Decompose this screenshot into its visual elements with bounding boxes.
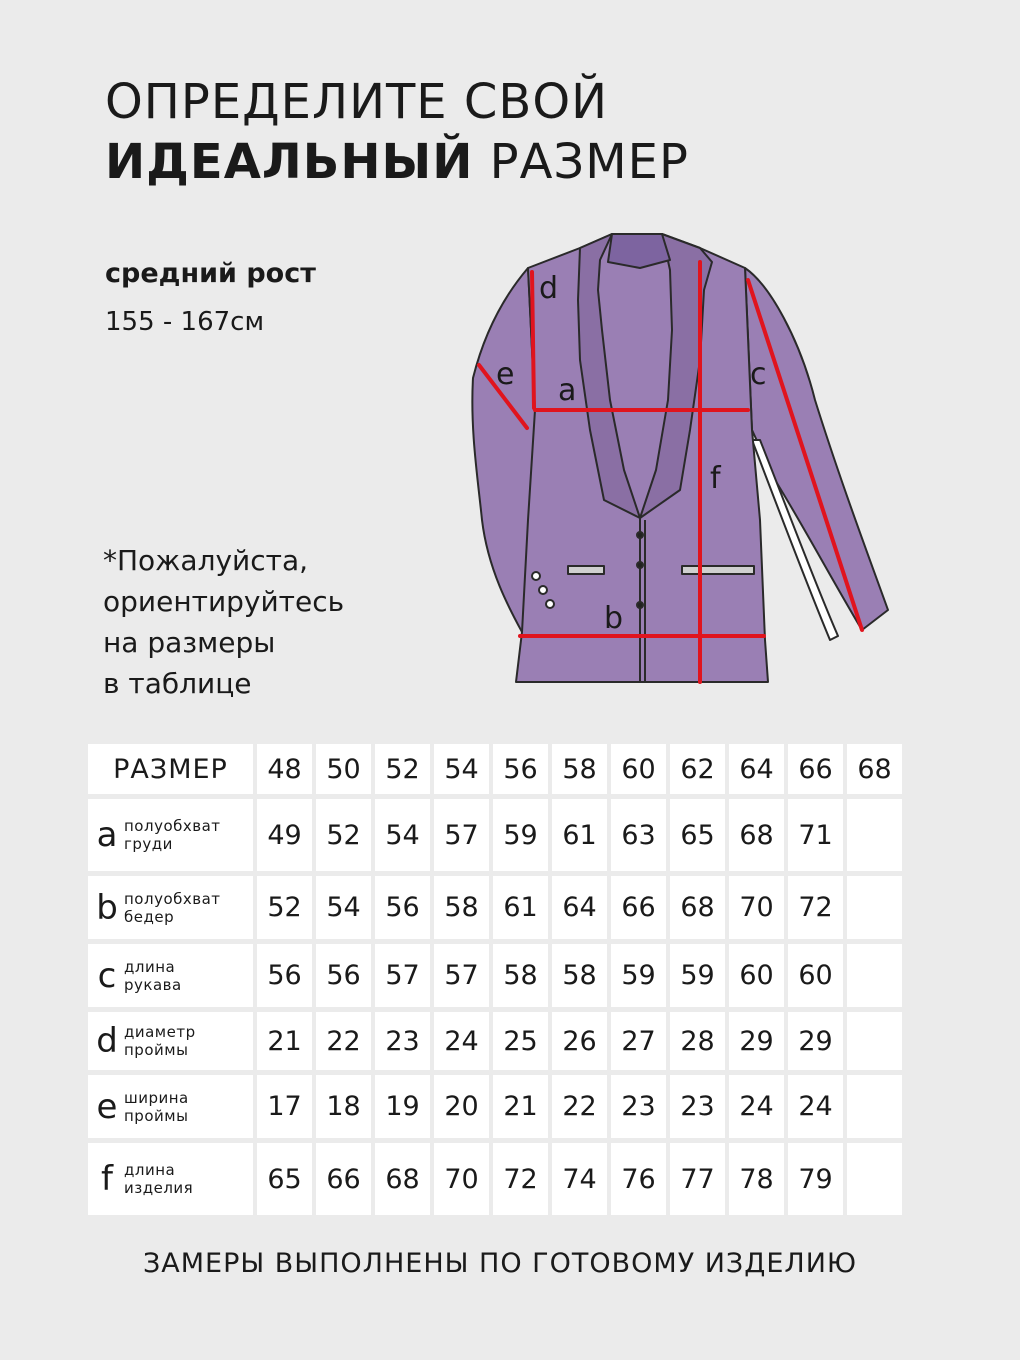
table-cell: 72	[788, 876, 843, 939]
table-cell: 65	[670, 799, 725, 871]
table-cell: 68	[729, 799, 784, 871]
size-table	[88, 744, 902, 1215]
table-cell	[847, 1143, 902, 1215]
table-cell: 17	[257, 1075, 312, 1138]
table-cell: 52	[257, 876, 312, 939]
table-cell	[847, 1075, 902, 1138]
measure-b-label: b	[604, 601, 624, 636]
measure-description-line-1: диаметр	[124, 1023, 196, 1041]
table-cell: 19	[375, 1075, 430, 1138]
table-cell	[847, 1012, 902, 1070]
table-cell: 68	[375, 1143, 430, 1215]
measure-letter: d	[96, 1021, 118, 1061]
table-cell: 54	[316, 876, 371, 939]
title-bold: ИДЕАЛЬНЫЙ	[105, 134, 474, 190]
measure-e-label: e	[496, 357, 515, 392]
measure-description-line-2: рукава	[124, 975, 182, 994]
size-header-cell: 64	[729, 744, 784, 794]
size-header-cell: 60	[611, 744, 666, 794]
size-header-cell: 66	[788, 744, 843, 794]
table-cell: 56	[257, 944, 312, 1007]
table-cell: 66	[316, 1143, 371, 1215]
table-cell: 57	[375, 944, 430, 1007]
table-cell: 59	[611, 944, 666, 1007]
table-cell	[847, 944, 902, 1007]
measure-description-line-2: груди	[124, 835, 173, 853]
table-cell: 49	[257, 799, 312, 871]
measure-label-e	[88, 1075, 253, 1138]
measure-a-label: a	[558, 373, 577, 408]
table-cell: 24	[434, 1012, 489, 1070]
table-cell: 70	[729, 876, 784, 939]
measure-description	[124, 817, 221, 853]
table-cell: 54	[375, 799, 430, 871]
measure-label-f	[88, 1143, 253, 1215]
title-rest: РАЗМЕР	[473, 134, 689, 190]
table-cell: 56	[375, 876, 430, 939]
table-cell: 61	[552, 799, 607, 871]
measure-letter: f	[101, 1159, 113, 1199]
size-header-cell: 58	[552, 744, 607, 794]
measure-description-line-2: изделия	[124, 1179, 194, 1197]
measure-description-line-2: проймы	[124, 1041, 189, 1059]
measure-description	[124, 1023, 196, 1059]
measure-description	[124, 1161, 193, 1197]
measure-letter: c	[97, 955, 117, 996]
note-line-4: в таблице	[103, 667, 252, 700]
size-header-cell: 52	[375, 744, 430, 794]
table-cell: 58	[552, 944, 607, 1007]
measure-label-b	[88, 876, 253, 939]
table-cell: 27	[611, 1012, 666, 1070]
table-cell: 25	[493, 1012, 548, 1070]
title-line-1: ОПРЕДЕЛИТЕ СВОЙ	[105, 74, 609, 130]
table-cell: 59	[493, 799, 548, 871]
measure-letter: e	[96, 1086, 118, 1127]
measure-description-line-1: полуобхват	[124, 889, 221, 908]
note-line-3: на размеры	[103, 626, 276, 659]
measure-description-line-1: ширина	[124, 1088, 189, 1107]
table-cell: 18	[316, 1075, 371, 1138]
table-cell: 20	[434, 1075, 489, 1138]
table-cell: 58	[434, 876, 489, 939]
measure-c-label: c	[750, 357, 767, 392]
measure-description-line-1: полуобхват	[124, 817, 221, 835]
measure-d-label: d	[539, 271, 559, 306]
table-cell: 77	[670, 1143, 725, 1215]
table-cell: 64	[552, 876, 607, 939]
table-cell: 57	[434, 944, 489, 1007]
table-cell: 68	[670, 876, 725, 939]
table-cell: 57	[434, 799, 489, 871]
note-line-1: *Пожалуйста,	[103, 544, 308, 577]
measure-description-line-1: длина	[124, 957, 176, 976]
table-cell: 65	[257, 1143, 312, 1215]
table-cell: 59	[670, 944, 725, 1007]
table-cell: 23	[670, 1075, 725, 1138]
jacket-body	[472, 234, 888, 682]
measure-label-d	[88, 1012, 253, 1070]
table-cell: 28	[670, 1012, 725, 1070]
measure-f-label: f	[710, 461, 721, 496]
table-cell	[847, 876, 902, 939]
table-cell: 52	[316, 799, 371, 871]
note-line-2: ориентируйтесь	[103, 585, 345, 618]
table-cell: 66	[611, 876, 666, 939]
table-cell: 72	[493, 1143, 548, 1215]
table-cell: 63	[611, 799, 666, 871]
measure-label-a	[88, 799, 253, 871]
table-cell: 21	[493, 1075, 548, 1138]
table-cell: 61	[493, 876, 548, 939]
table-cell: 24	[729, 1075, 784, 1138]
size-header-label: РАЗМЕР	[88, 744, 253, 794]
table-cell: 70	[434, 1143, 489, 1215]
title-line-2	[105, 132, 689, 192]
measure-label-c	[88, 944, 253, 1007]
table-cell: 22	[316, 1012, 371, 1070]
measure-letter: a	[96, 815, 118, 855]
table-cell: 21	[257, 1012, 312, 1070]
measure-description	[124, 1089, 189, 1125]
table-cell: 22	[552, 1075, 607, 1138]
table-cell: 29	[729, 1012, 784, 1070]
size-header-cell: 54	[434, 744, 489, 794]
size-header-cell: 48	[257, 744, 312, 794]
table-cell: 74	[552, 1143, 607, 1215]
measure-description-line-2: проймы	[124, 1106, 189, 1125]
table-cell: 56	[316, 944, 371, 1007]
measure-description-line-1: длина	[124, 1161, 176, 1179]
measure-description-line-2: бедер	[124, 907, 175, 926]
measure-d-line	[532, 272, 534, 408]
size-header-cell: 68	[847, 744, 902, 794]
table-cell: 60	[729, 944, 784, 1007]
measure-description	[124, 958, 182, 994]
size-header-cell: 56	[493, 744, 548, 794]
table-cell: 23	[611, 1075, 666, 1138]
note-text	[103, 540, 433, 704]
size-header-cell: 62	[670, 744, 725, 794]
measure-description	[124, 890, 221, 926]
table-cell: 78	[729, 1143, 784, 1215]
footer-note: ЗАМЕРЫ ВЫПОЛНЕНЫ ПО ГОТОВОМУ ИЗДЕЛИЮ	[142, 1248, 858, 1279]
table-cell: 79	[788, 1143, 843, 1215]
table-cell: 76	[611, 1143, 666, 1215]
table-cell: 24	[788, 1075, 843, 1138]
table-cell: 58	[493, 944, 548, 1007]
height-label: средний рост	[105, 258, 316, 289]
table-cell: 29	[788, 1012, 843, 1070]
table-cell: 23	[375, 1012, 430, 1070]
size-header-cell: 50	[316, 744, 371, 794]
table-cell: 71	[788, 799, 843, 871]
table-cell	[847, 799, 902, 871]
jacket-diagram	[465, 230, 895, 690]
height-range: 155 - 167см	[105, 307, 265, 337]
table-cell: 60	[788, 944, 843, 1007]
page-title	[105, 72, 689, 192]
table-cell: 26	[552, 1012, 607, 1070]
measure-letter: b	[96, 887, 118, 928]
